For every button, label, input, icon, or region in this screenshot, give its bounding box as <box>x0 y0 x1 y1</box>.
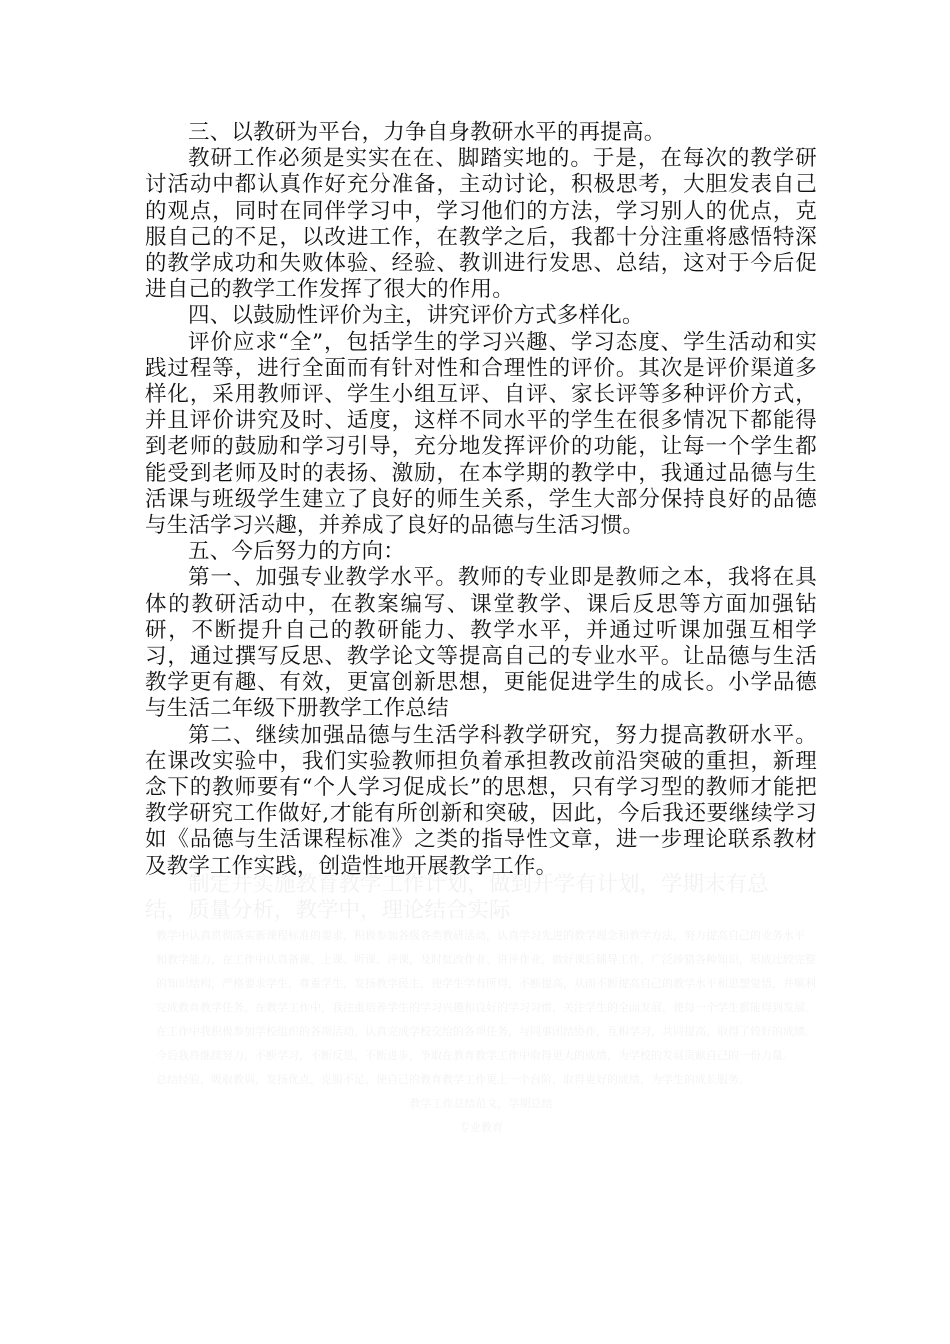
watermark-line: 结，质量分析，教学中，理论结合实际 <box>145 898 511 923</box>
section-heading-5: 五、今后努力的方向： <box>188 539 406 565</box>
watermark-small-line: 教学中认真贯彻落实新课程标准的要求，积极参加各级各类教研活动，认真学习先进的教学理念和教学方法，努力提高自己的业务水平 <box>156 929 805 942</box>
section-heading-4: 四、以鼓励性评价为主，讲究评价方式多样化。 <box>188 303 644 329</box>
body-paragraph: 第一、加强专业教学水平。教师的专业即是教师之本，我将在具体的教研活动中，在教案编写、课堂教学、课后反思等方面加强钻研，不断提升自己的教研能力、教学水平，并通过听课加强互相学习，通过撰写反思、教学论文等提高自己的专业水平。让品德与生活教学更有趣、有效，更富创新思想，更能促进学生的成长。小学品德与生活二年级下册教学工作总结 <box>145 565 817 722</box>
watermark-small-line: 的知识结构，严格要求学生，尊重学生，发扬教学民主，使学生学有所得，不断提高，从而不断提高自己的教学水平和思想觉悟，并顺利 <box>156 977 816 990</box>
watermark-center-line: 专业教育 <box>459 1121 503 1134</box>
document-body <box>145 120 817 880</box>
faded-watermark-text <box>145 872 817 1140</box>
watermark-small-line: 今后我将继续努力，不断学习，不断反思，不断进步，争取在教育教学工作中取得更大的成绩，为学校的发展贡献自己的一份力量。 <box>156 1049 794 1062</box>
body-paragraph: 第二、继续加强品德与生活学科教学研究，努力提高教研水平。在课改实验中，我们实验教师担负着承担教改前沿突破的重担，新理念下的教师要有“个人学习促成长”的思想，只有学习型的教师才能把教学研究工作做好,才能有所创新和突破，因此，今后我还要继续学习如《品德与生活课程标准》之类的指导性文章，进一步理论联系教材及教学工作实践，创造性地开展教学工作。 <box>145 722 817 879</box>
watermark-center-line: 教学工作总结范文，学期总结 <box>409 1097 553 1110</box>
watermark-small-line: 总结经验，吸取教训，发扬优点，克服不足，使自己的教育教学工作更上一个台阶，取得更好的成绩，为学生的成长服务。 <box>156 1073 750 1086</box>
body-paragraph: 教研工作必须是实实在在、脚踏实地的。于是，在每次的教学研讨活动中都认真作好充分准备，主动讨论，积极思考，大胆发表自己的观点，同时在同伴学习中，学习他们的方法，学习别人的优点，克服自己的不足，以改进工作，在教学之后，我都十分注重将感悟特深的教学成功和失败体验、经验、教训进行发思、总结，这对于今后促进自己的教学工作发挥了很大的作用。 <box>145 146 817 303</box>
watermark-small-line: 在工作中我积极参加学校组织的各项活动，认真完成学校交给的各项任务，与同事团结协作，互相学习，共同提高，取得了较好的成绩。 <box>156 1025 816 1038</box>
section-heading-3: 三、以教研为平台，力争自身教研水平的再提高。 <box>188 120 666 145</box>
watermark-small-line: 完成教育教学任务。在教学工作中，我注重培养学生的学习兴趣和良好的学习习惯，关注学生的全面发展，使每一个学生都能得到发展。 <box>156 1001 816 1014</box>
watermark-small-line: 和教学能力，在工作中认真备课、上课、听课、评课，及时批改作业、讲评作业，做好课后辅导工作，广泛涉猎各种知识，形成比较完整 <box>156 953 816 966</box>
body-paragraph: 评价应求“全”，包括学生的学习兴趣、学习态度、学生活动和实践过程等，进行全面而有针对性和合理性的评价。其次是评价渠道多样化，采用教师评、学生小组互评、自评、家长评等多种评价方式，并且评价讲究及时、适度，这样不同水平的学生在很多情况下都能得到老师的鼓励和学习引导，充分地发挥评价的功能，让每一个学生都能受到老师及时的表扬、激励，在本学期的教学中，我通过品德与生活课与班级学生建立了良好的师生关系，学生大部分保持良好的品德与生活学习兴趣，并养成了良好的品德与生活习惯。 <box>145 329 817 539</box>
watermark-line: 制定并实施教育教学工作计划，做到开学有计划，学期末有总 <box>188 872 769 897</box>
